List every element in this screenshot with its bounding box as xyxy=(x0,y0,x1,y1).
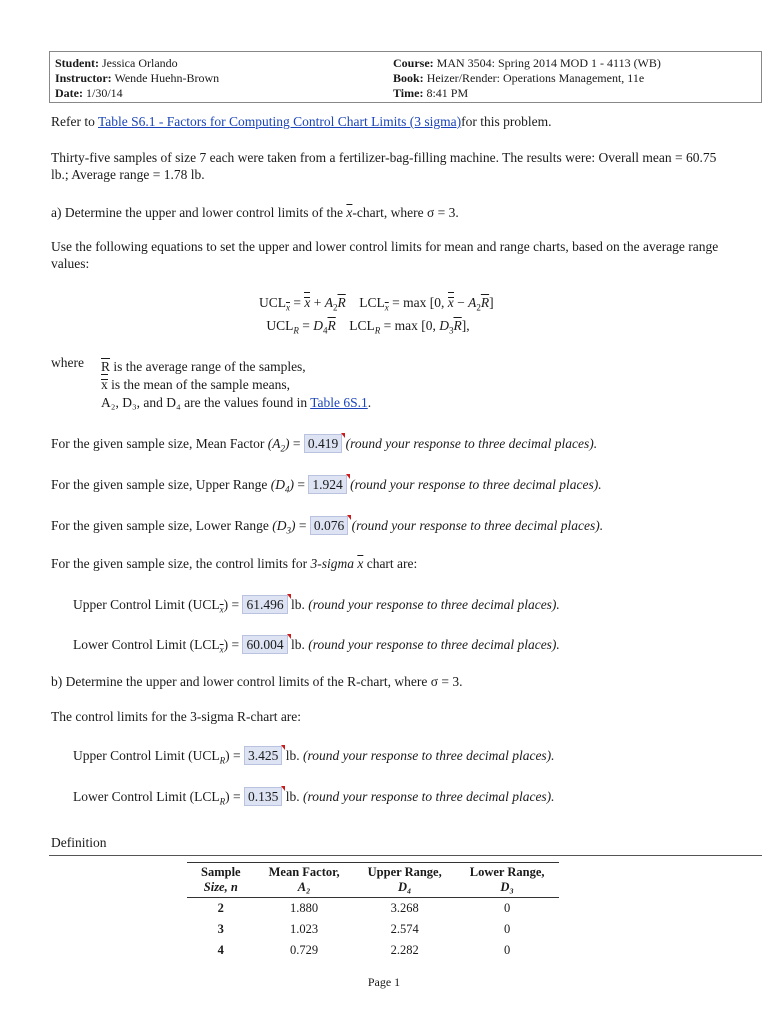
definition-divider xyxy=(49,855,762,856)
table-6s1-link[interactable]: Table 6S.1 xyxy=(310,395,368,410)
d4-question: For the given sample size, Upper Range $(D_4) = 1.924$ (round your response to three decimal places). xyxy=(51,475,602,495)
table-header-row xyxy=(187,863,559,898)
where-x-def: is the mean of the sample means, xyxy=(111,377,290,392)
ucl-r-question: Upper Control Limit $(UCL_R) = 3.425$ lb. (round your response to three decimal places). xyxy=(73,746,555,766)
lcl-x-answer-field[interactable]: 60.004 xyxy=(242,635,287,654)
refer-line: Refer to Table S6.1 - Factors for Computing Control Chart Limits (3 sigma)for this problem. xyxy=(51,114,552,129)
instructor-name: Wende Huehn-Brown xyxy=(114,71,220,85)
lcl-r-question: Lower Control Limit $(LCL_R) = 0.135$ lb. (round your response to three decimal places). xyxy=(73,787,555,807)
part-a-prompt: a) Determine the upper and lower control limits of the $\overline{x}$-chart, where σ = 3. xyxy=(51,205,459,220)
definition-title: Definition xyxy=(51,835,107,850)
book-label: Book: xyxy=(393,71,424,85)
d4-answer-field[interactable]: 1.924 xyxy=(308,475,346,494)
part-b-prompt: b) Determine the upper and lower control limits of the R-chart, where σ = 3. xyxy=(51,674,463,689)
ucl-x-answer-field[interactable]: 61.496 xyxy=(242,595,287,614)
ucl-r-answer-field[interactable]: 3.425 xyxy=(244,746,282,765)
table-row: 3 1.023 2.574 0 xyxy=(217,922,511,936)
where-label: where xyxy=(51,355,84,370)
equation-ucl-lcl-x: $UCL_{\overline{x}} = x + A_2\overline{R}$ $LCL_{\overline{x}} = \max [0$, $x - A_2\overline{R}$] xyxy=(259,295,494,313)
col-header-lower-range: Lower Range, D₃ xyxy=(469,865,545,894)
flag-icon xyxy=(341,433,345,438)
problem-statement: Thirty-five samples of size 7 each were taken from a fertilizer-bag-filling machine. The results were: Overall mean = 60.75 lb.; Average range = 1.78 lb. xyxy=(51,150,717,182)
xchart-intro: For the given sample size, the control limits for 3-sigma $\overline{x}$ chart are: xyxy=(51,556,418,571)
date-value: 1/30/14 xyxy=(85,86,123,100)
definition-table-wrap xyxy=(187,862,559,961)
student-label: Student: xyxy=(55,56,100,70)
book-value: Heizer/Render: Operations Management, 11e xyxy=(426,71,645,85)
ucl-x-question: Upper Control Limit $(UCL_{\overline{x}}) = 61.496$ lb. (round your response to three decimal places). xyxy=(73,595,560,615)
col-header-upper-range: Upper Range, D₄ xyxy=(367,865,442,894)
course-label: Course: xyxy=(393,56,434,70)
header-right xyxy=(393,56,661,101)
flag-icon xyxy=(346,474,350,479)
lcl-r-answer-field[interactable]: 0.135 xyxy=(244,787,282,806)
a2-answer-field[interactable]: 0.419 xyxy=(304,434,342,453)
d3-question: For the given sample size, Lower Range $(D_3) = 0.076$ (round your response to three decimal places). xyxy=(51,516,603,536)
date-label: Date: xyxy=(55,86,83,100)
time-value: 8:41 PM xyxy=(426,86,469,100)
flag-icon xyxy=(347,515,351,520)
flag-icon xyxy=(281,786,285,791)
table-s61-link[interactable]: Table S6.1 - Factors for Computing Control Chart Limits (3 sigma) xyxy=(98,114,462,129)
course-value: MAN 3504: Spring 2014 MOD 1 - 4113 (WB) xyxy=(436,56,661,70)
table-row: 4 0.729 2.282 0 xyxy=(217,943,511,957)
table-row: 2 1.880 3.268 0 xyxy=(217,901,511,915)
definition-table xyxy=(187,862,559,961)
lcl-x-question: Lower Control Limit $(LCL_{\overline{x}}) = 60.004$ lb. (round your response to three decimal places). xyxy=(73,635,560,655)
instructor-label: Instructor: xyxy=(55,71,112,85)
equation-ucl-lcl-r: $UCL_R = D_4\overline{R}$ $LCL_R = \max [0$, $D_3\overline{R}$], xyxy=(263,317,470,336)
col-header-sample-size: Sample Size, n xyxy=(201,865,241,894)
equations-instructions: Use the following equations to set the upper and lower control limits for mean and range charts, based on the average range values: xyxy=(51,239,719,271)
page-number: Page 1 xyxy=(367,975,401,989)
col-header-mean-factor: Mean Factor, A₂ xyxy=(268,865,340,894)
where-r-def: is the average range of the samples, xyxy=(113,359,306,374)
d3-answer-field[interactable]: 0.076 xyxy=(310,516,348,535)
flag-icon xyxy=(287,634,291,639)
r-chart-intro: The control limits for the 3-sigma R-chart are: xyxy=(51,709,302,724)
control-limit-equations xyxy=(259,294,494,339)
flag-icon xyxy=(287,594,291,599)
header-box xyxy=(49,51,762,103)
a2-question: For the given sample size, Mean Factor $(A_2) = 0.419$ (round your response to three decimal places). xyxy=(51,434,597,454)
flag-icon xyxy=(281,745,285,750)
time-label: Time: xyxy=(393,86,424,100)
header-left xyxy=(55,56,219,101)
where-definitions: $\overline{R}$ is the average range of the samples, x is the mean of the sample means, A₂, D₃, and D₄ are the values found in Table 6S.1. xyxy=(101,359,372,410)
student-name: Jessica Orlando xyxy=(102,56,178,70)
